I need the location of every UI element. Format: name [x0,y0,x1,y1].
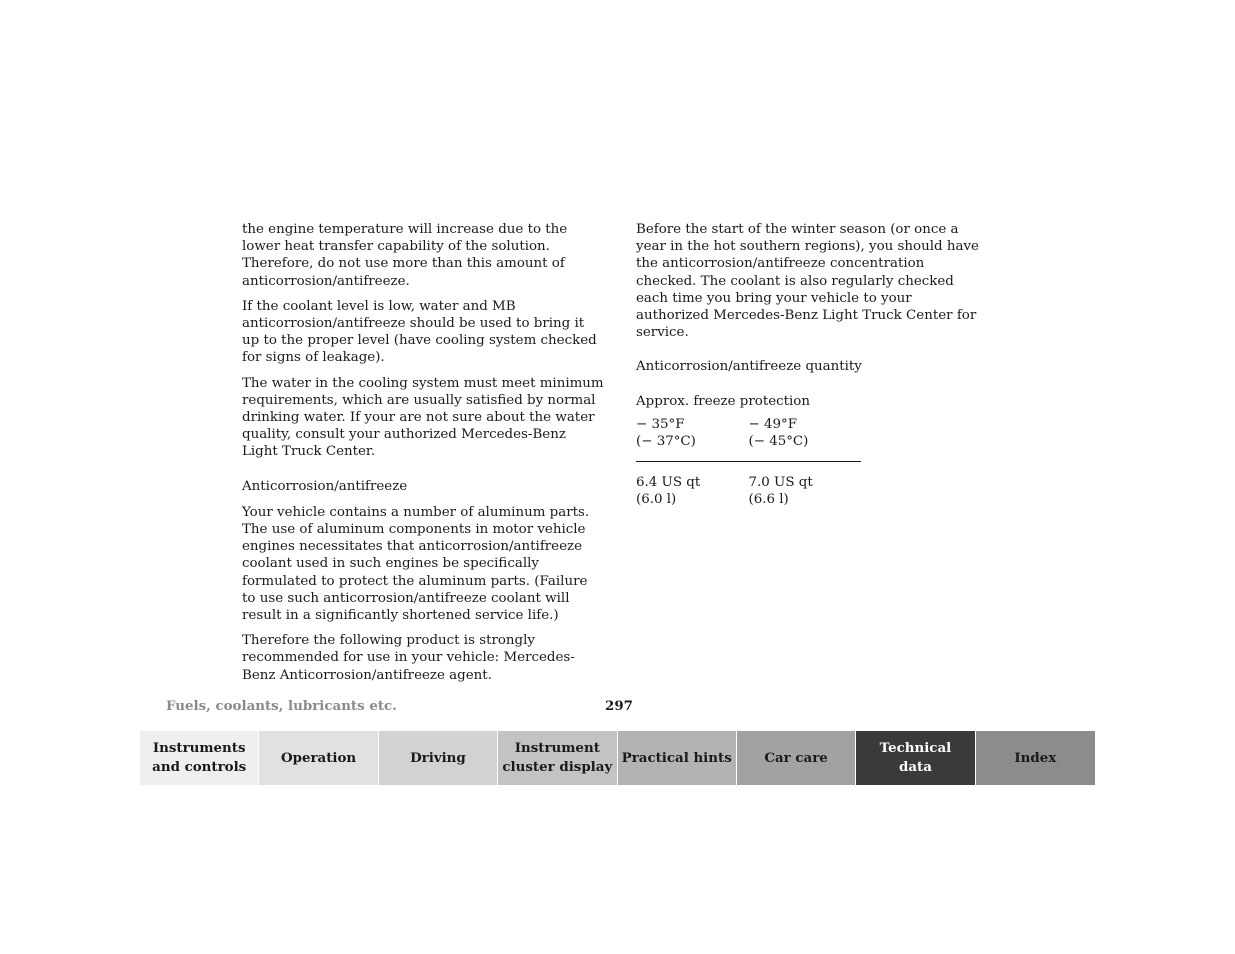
right-column [636,221,988,508]
temp-cell-1: − 35°F (− 37°C) [636,416,749,461]
tab-driving[interactable]: Driving [379,731,498,785]
temp-cell-2: − 49°F (− 45°C) [749,416,862,461]
tab-car-care[interactable]: Car care [737,731,856,785]
tab-instruments-and-controls[interactable]: Instruments and controls [140,731,259,785]
tab-operation[interactable]: Operation [259,731,378,785]
page-number: 297 [605,698,633,714]
table-row [636,416,861,461]
heading-quantity: Anticorrosion/antifreeze quantity [636,359,862,375]
table-row [636,461,861,508]
paragraph-water-requirements: The water in the cooling system must meet minimum requirements, which are usually satisfied by normal drinking water. If your are not sure about the water quality, consult your authorized Mercedes-Benz Light Truck Center. [242,375,604,460]
paragraph-coolant-level: If the coolant level is low, water and MB anticorrosion/antifreeze should be used to bring it up to the proper level (have cooling system checked for signs of leakage). [242,298,597,366]
qty-cell-1: 6.4 US qt (6.0 l) [636,474,701,508]
heading-freeze-protection: Approx. freeze protection [636,393,810,409]
qty-cell-2: 7.0 US qt (6.6 l) [748,474,813,508]
paragraph-temperature: the engine temperature will increase due to the lower heat transfer capability of the solution. Therefore, do not use more than this amount of anticorrosion/antifreeze. [242,222,568,289]
left-column [242,221,604,692]
antifreeze-table [636,416,861,509]
tab-technical-data[interactable]: Technical data [856,731,975,785]
tab-practical-hints[interactable]: Practical hints [618,731,737,785]
section-title: Fuels, coolants, lubricants etc. [166,698,397,714]
heading-anticorrosion: Anticorrosion/antifreeze [242,478,408,494]
tab-instrument-cluster-display[interactable]: Instrument cluster display [498,731,617,785]
paragraph-winter-check: Before the start of the winter season (or once a year in the hot southern regions), you should have the anticorrosion/antifreeze concentration checked. The coolant is also regularly checked each time you bring your vehicle to your authorized Mercedes-Benz Light Truck Center for service. [636,222,979,341]
paragraph-aluminum-parts: Your vehicle contains a number of aluminum parts. The use of aluminum components in motor vehicle engines necessitates that anticorrosion/antifreeze coolant used in such engines be specifically formulated to protect the aluminum parts. (Failure to use such anticorrosion/antifreeze coolant will result in a significantly shortened service life.) [242,504,590,624]
chapter-nav [140,731,1095,785]
paragraph-recommended-product: Therefore the following product is strongly recommended for use in your vehicle: Mercedes-Benz Anticorrosion/antifreeze agent. [242,633,575,683]
tab-index[interactable]: Index [976,731,1095,785]
